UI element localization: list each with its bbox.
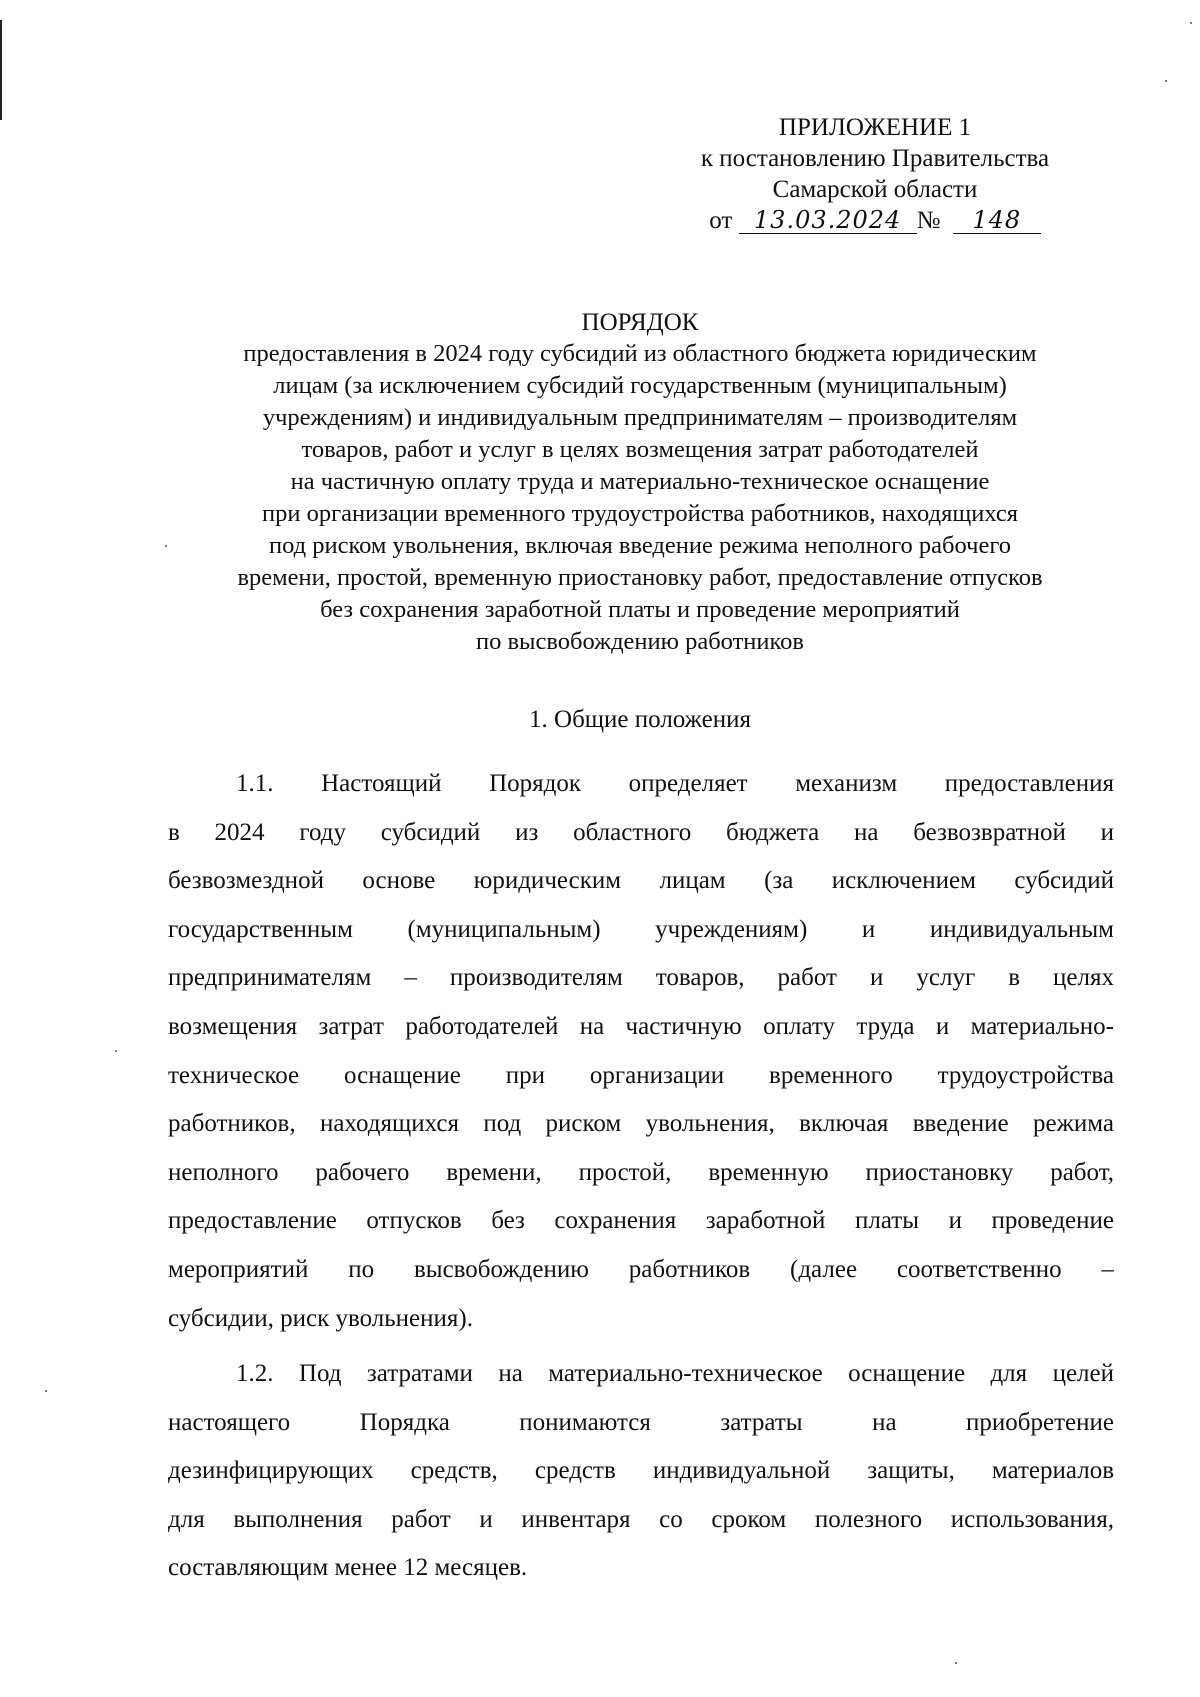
scan-speck [1165,80,1167,82]
paragraph-line: 1.2. Под затратами на материально-техническое оснащение для целей [236,1360,1114,1387]
paragraph-line: для выполнения работ и инвентаря со сроком полезного использования, [168,1505,1114,1533]
paragraph-line: техническое оснащение при организации временного трудоустройства [168,1061,1114,1089]
paragraph-line: субсидии, риск увольнения). [168,1304,473,1332]
appendix-heading: ПРИЛОЖЕНИЕ 1 [778,114,972,141]
subtitle-line: на частичную оплату труда и материально-техническое оснащение [290,468,990,495]
scan-speck [1190,22,1192,24]
paragraph-line: предоставление отпусков без сохранения заработной платы и проведение [168,1207,1114,1235]
handwritten-date: 13.03.2024 [739,207,917,234]
appendix-line-1: к постановлению Правительства [700,145,1050,172]
appendix-header [670,112,1080,236]
paragraph-1-2 [168,1350,1114,1593]
section-heading: 1. Общие положения [529,706,751,733]
paragraph-line: предпринимателям – производителям товаров, работ и услуг в целях [168,964,1114,992]
scan-speck [955,1662,957,1664]
subtitle-line: времени, простой, временную приостановку работ, предоставление отпусков [237,564,1043,591]
paragraph-line: настоящего Порядка понимаются затраты на приобретение [168,1408,1114,1436]
subtitle-line: товаров, работ и услуг в целях возмещения затрат работодателей [301,436,979,463]
paragraph-line: в 2024 году субсидий из областного бюджета на безвозвратной и [168,818,1114,846]
paragraph-line: работников, находящихся под риском увольнения, включая введение режима [168,1110,1114,1138]
appendix-date-number [670,205,1080,236]
subtitle-line: при организации временного трудоустройства работников, находящихся [261,500,1019,527]
paragraph-1-1 [168,760,1114,1343]
paragraph-line: возмещения затрат работодателей на частичную оплату труда и материально- [168,1012,1114,1040]
paragraph-line: дезинфицирующих средств, средств индивидуальной защиты, материалов [168,1457,1114,1485]
subtitle-line: лицам (за исключением субсидий государственным (муниципальным) [273,372,1007,399]
scan-edge-mark [0,20,2,120]
scan-speck [115,1050,117,1052]
paragraph-line: 1.1. Настоящий Порядок определяет механизм предоставления [236,770,1114,797]
subtitle-line: предоставления в 2024 году субсидий из областного бюджета юридическим [243,340,1037,367]
paragraph-line: безвозмездной основе юридическим лицам (за исключением субсидий [168,867,1114,895]
subtitle-line: без сохранения заработной платы и проведение мероприятий [320,596,960,623]
paragraph-line: составляющим менее 12 месяцев. [168,1554,528,1582]
number-prefix: № [916,207,941,234]
document-title: ПОРЯДОК [581,309,699,336]
scan-speck [45,1390,47,1392]
document-subtitle [150,338,1130,658]
paragraph-line: неполного рабочего времени, простой, временную приостановку работ, [168,1158,1114,1186]
paragraph-line: мероприятий по высвобождению работников (далее соответственно – [168,1255,1114,1283]
appendix-line-2: Самарской области [772,176,978,203]
subtitle-line: под риском увольнения, включая введение режима неполного рабочего [268,532,1012,559]
subtitle-line: по высвобождению работников [476,628,804,655]
handwritten-number: 148 [953,207,1041,234]
subtitle-line: учреждениям) и индивидуальным предпринимателям – производителям [262,404,1018,431]
date-prefix: от [709,207,733,234]
paragraph-line: государственным (муниципальным) учреждениям) и индивидуальным [168,915,1114,943]
